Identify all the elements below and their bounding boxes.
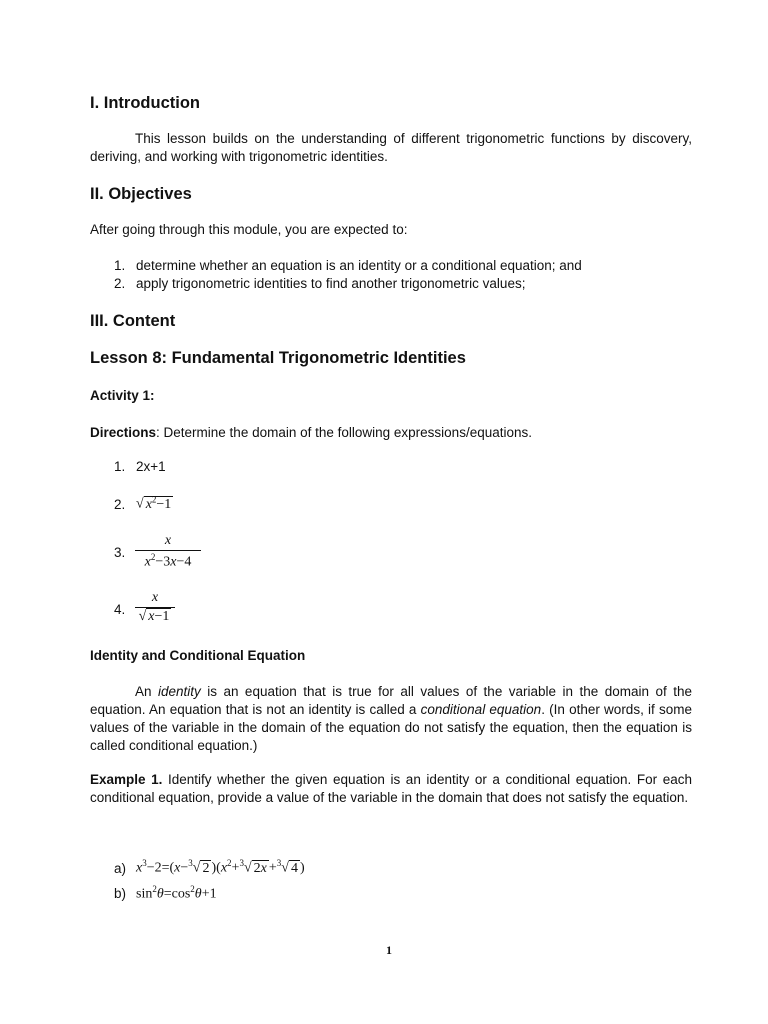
example-item-label: a)	[114, 861, 127, 876]
identity-paragraph	[90, 683, 692, 755]
section-heading-objectives: II. Objectives	[90, 185, 192, 203]
identity-text: An	[135, 684, 158, 699]
exercise-expression-fraction-sqrt: $\frac{x}{√ x-1}$	[135, 590, 175, 625]
section-heading-content: III. Content	[90, 312, 176, 330]
exercise-expression: 2x+1	[136, 459, 166, 474]
objective-number: 2.	[114, 276, 126, 291]
exercise-number: 1.	[114, 459, 126, 474]
example-equation-b: $\sin^2\theta=\cos^2\theta+1$	[136, 884, 217, 902]
exercise-number: 2.	[114, 497, 126, 512]
example-item-label: b)	[114, 886, 127, 901]
identity-term: identity	[157, 684, 201, 699]
example-label: Example 1.	[90, 772, 163, 787]
directions-text: : Determine the domain of the following expressions/equations.	[156, 425, 532, 440]
exercise-number: 4.	[114, 602, 126, 617]
objective-item: apply trigonometric identities to find another trigonometric values;	[136, 276, 526, 291]
exercise-expression-sqrt: √ $x^2-1$	[136, 494, 172, 512]
page-number: 1	[386, 943, 392, 957]
section-heading-introduction: I. Introduction	[90, 94, 200, 112]
objective-item: determine whether an equation is an identity or a conditional equation; and	[136, 258, 582, 273]
identity-text: . (In other words, if some values of the variable in the domain of the equation do not satisfy the equation, then the equation is called conditional equation.)	[90, 702, 692, 753]
exercise-number: 3.	[114, 545, 126, 560]
objectives-lead: After going through this module, you are expected to:	[90, 222, 408, 237]
example-paragraph	[90, 771, 692, 807]
directions	[90, 424, 692, 442]
example-text: Identify whether the given equation is an identity or a conditional equation. For each conditional equation, provide a value of the variable in the domain that does not satisfy the equation.	[90, 772, 692, 805]
exercise-expression-fraction: $\frac{x}{x^2-3x-4}$	[135, 533, 201, 571]
directions-label: Directions	[90, 425, 157, 440]
objective-number: 1.	[114, 258, 126, 273]
introduction-paragraph: This lesson builds on the understanding of different trigonometric functions by discovery, deriving, and working with trigonometric identities.	[90, 131, 692, 164]
identity-text: is an equation that is true for all values of the variable in the domain of the equation. An equation that is not an identity is called a	[90, 684, 692, 717]
example-equation-a: $x^3-2=(x-^3√$ 2 )($x^2+^3√$ 2x +$^3$√ 4 )	[136, 858, 305, 876]
lesson-title: Lesson 8: Fundamental Trigonometric Identities	[90, 349, 466, 367]
subsection-heading-identity: Identity and Conditional Equation	[90, 648, 306, 663]
activity-label: Activity 1:	[90, 388, 155, 403]
conditional-term: conditional equation	[420, 702, 542, 717]
